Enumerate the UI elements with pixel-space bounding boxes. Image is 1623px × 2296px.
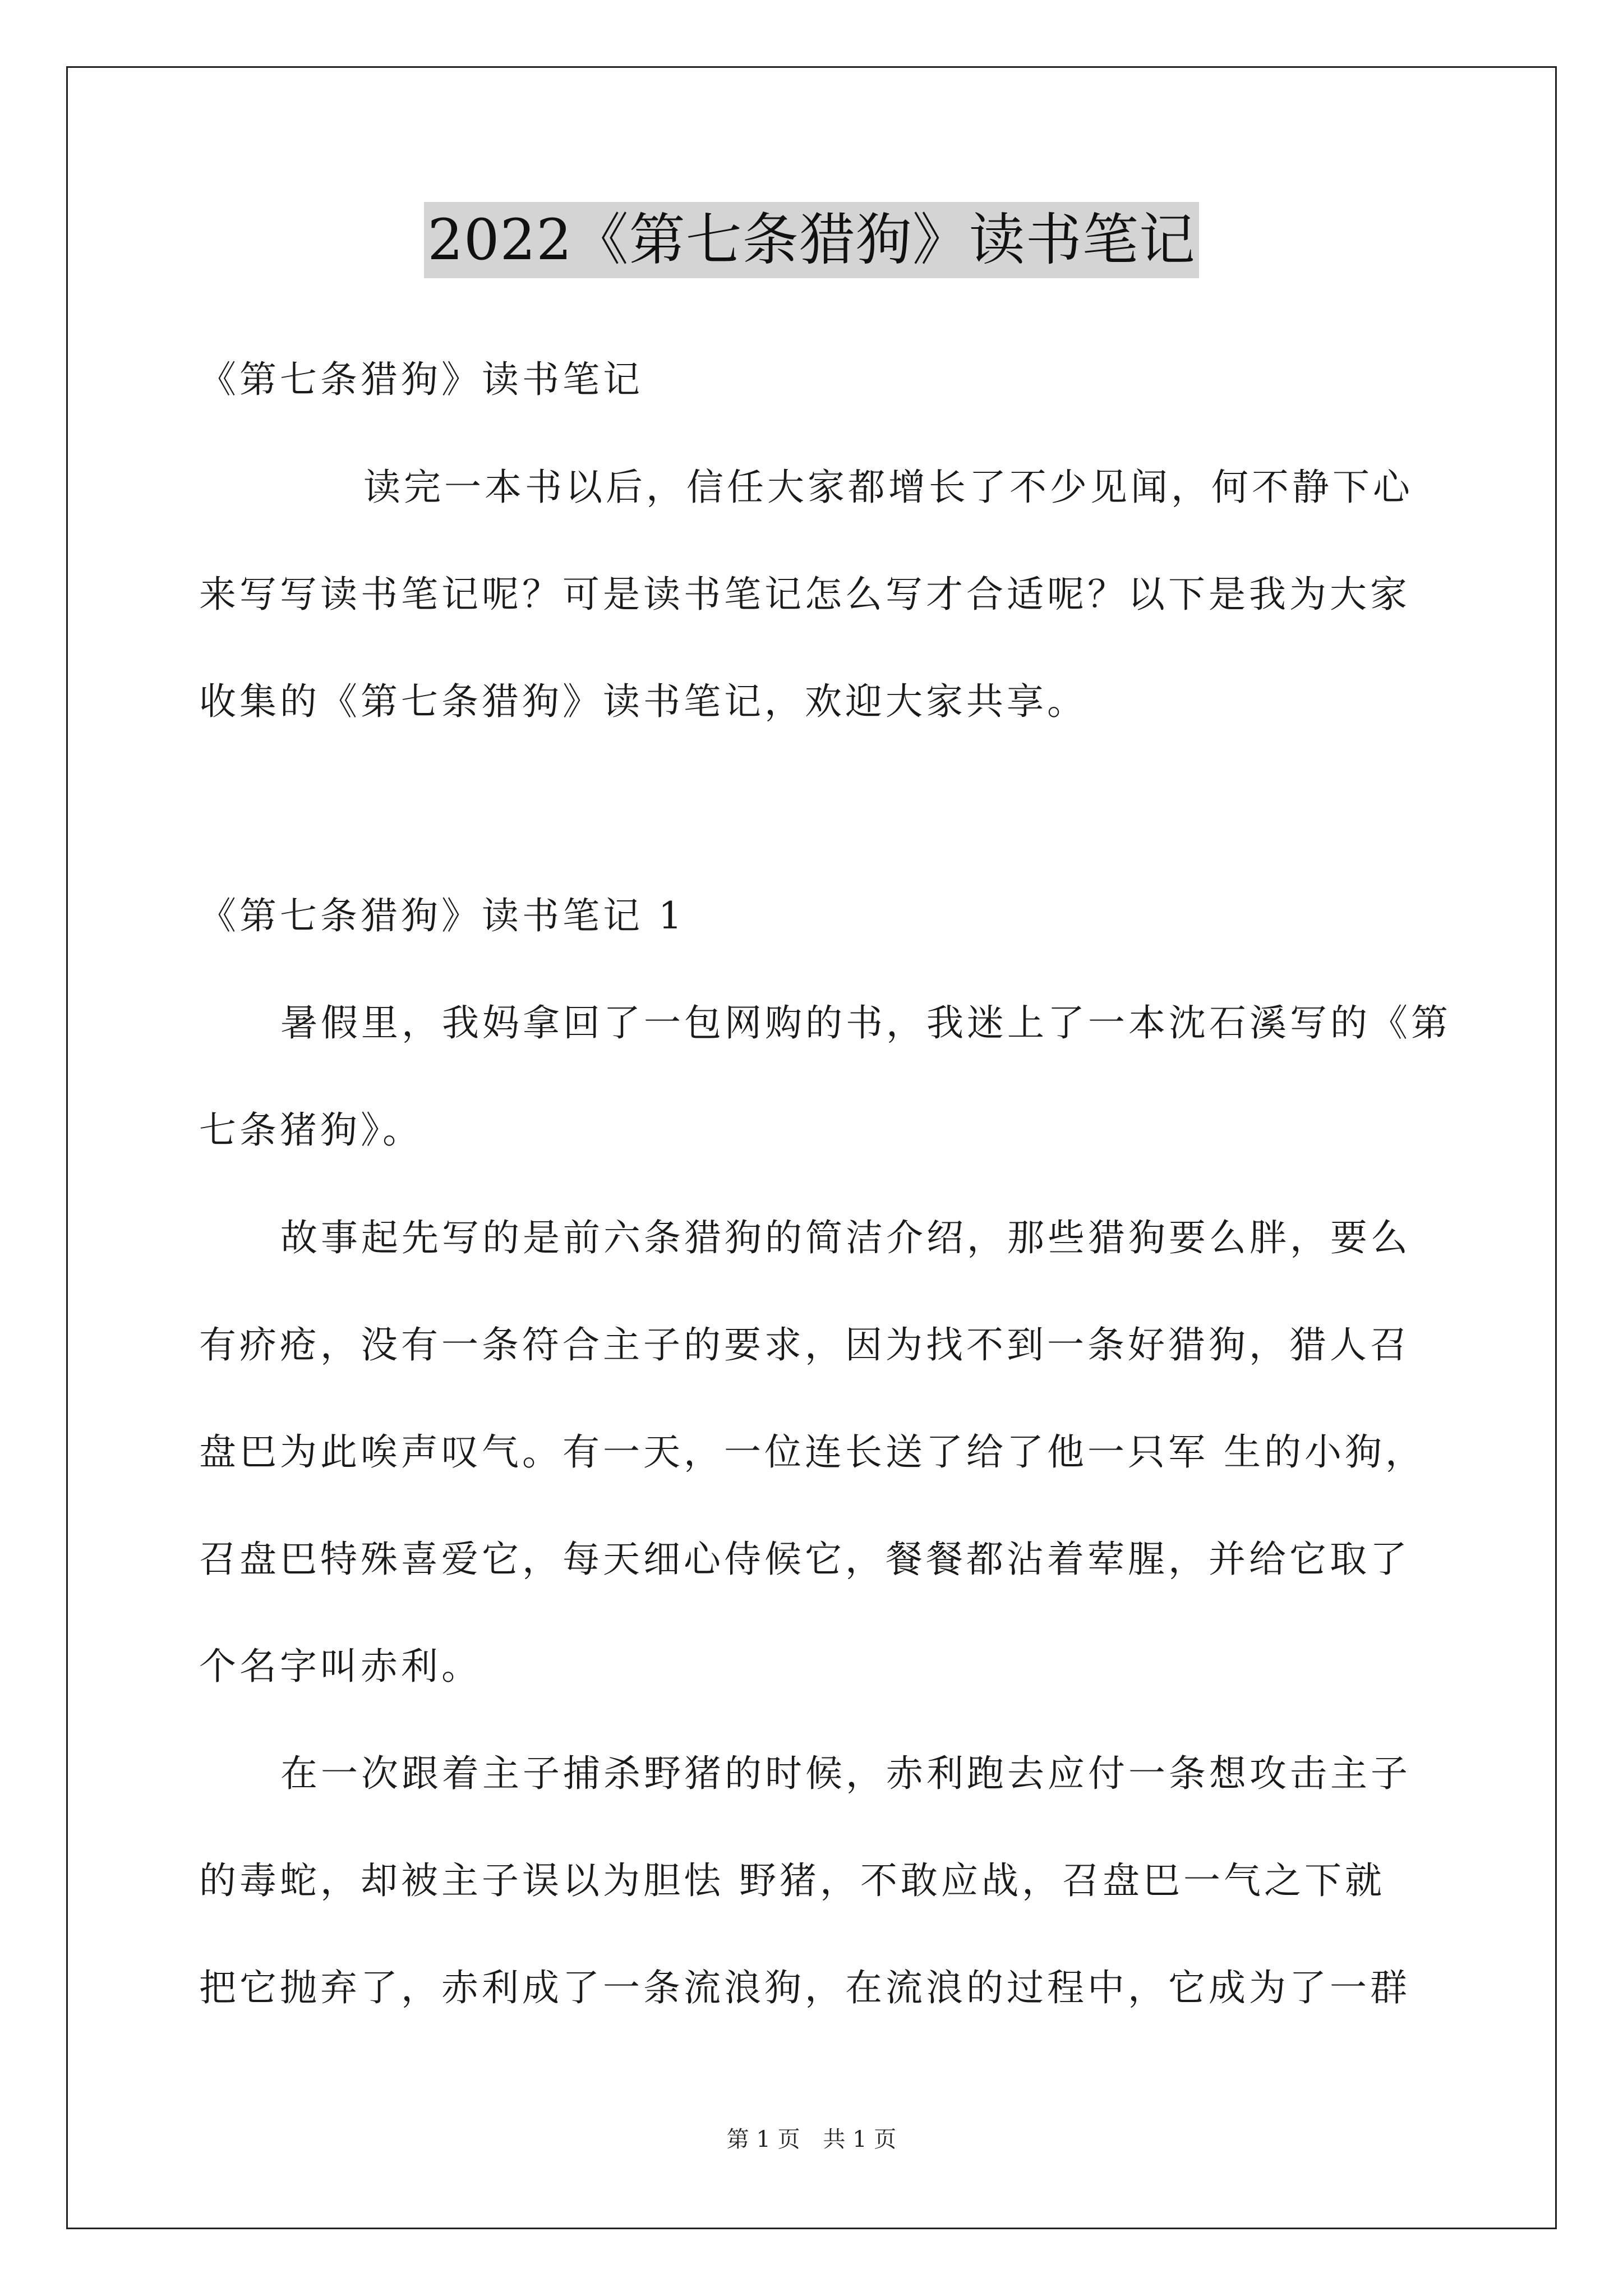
page-number: 第 1 页 (726, 2127, 800, 2152)
subtitle: 《第七条猎狗》读书笔记 (199, 358, 643, 401)
body-line-3: 故事起先写的是前六条猎狗的简洁介绍，那些猎狗要么胖，要么 (280, 1216, 1411, 1259)
body-line-9: 的毒蛇，却被主子误以为胆怯 野猪，不敢应战，召盘巴一气之下就 (199, 1859, 1385, 1902)
intro-line-3: 收集的《第七条猎狗》读书笔记，欢迎大家共享。 (199, 680, 1087, 723)
body-line-8: 在一次跟着主子捕杀野猪的时候，赤利跑去应付一条想攻击主子 (280, 1752, 1411, 1795)
body-line-10: 把它抛弃了，赤利成了一条流浪狗，在流浪的过程中，它成为了一群 (199, 1966, 1410, 2009)
title-container (0, 202, 1623, 278)
body-line-1: 暑假里，我妈拿回了一包网购的书，我迷上了一本沈石溪写的《第 (280, 1001, 1451, 1045)
body-line-5: 盘巴为此唉声叹气。有一天，一位连长送了给了他一只军 生的小狗， (199, 1430, 1426, 1474)
page-footer (0, 2124, 1623, 2155)
body-line-2: 七条猪狗》。 (199, 1108, 423, 1152)
page-total: 共 1 页 (823, 2127, 897, 2152)
section-heading: 《第七条猎狗》读书笔记 1 (199, 894, 685, 937)
body-line-6: 召盘巴特殊喜爱它，每天细心侍候它，餐餐都沾着荤腥，并给它取了 (199, 1538, 1410, 1581)
intro-line-1: 读完一本书以后，信任大家都增长了不少见闻，何不静下心 (363, 466, 1413, 509)
intro-line-2: 来写写读书笔记呢？可是读书笔记怎么写才合适呢？以下是我为大家 (199, 573, 1410, 616)
body-line-4: 有疥疮，没有一条符合主子的要求，因为找不到一条好猎狗，猎人召 (199, 1323, 1410, 1366)
body-line-7: 个名字叫赤利。 (199, 1645, 482, 1688)
document-title: 2022《第七条猎狗》读书笔记 (424, 202, 1199, 278)
